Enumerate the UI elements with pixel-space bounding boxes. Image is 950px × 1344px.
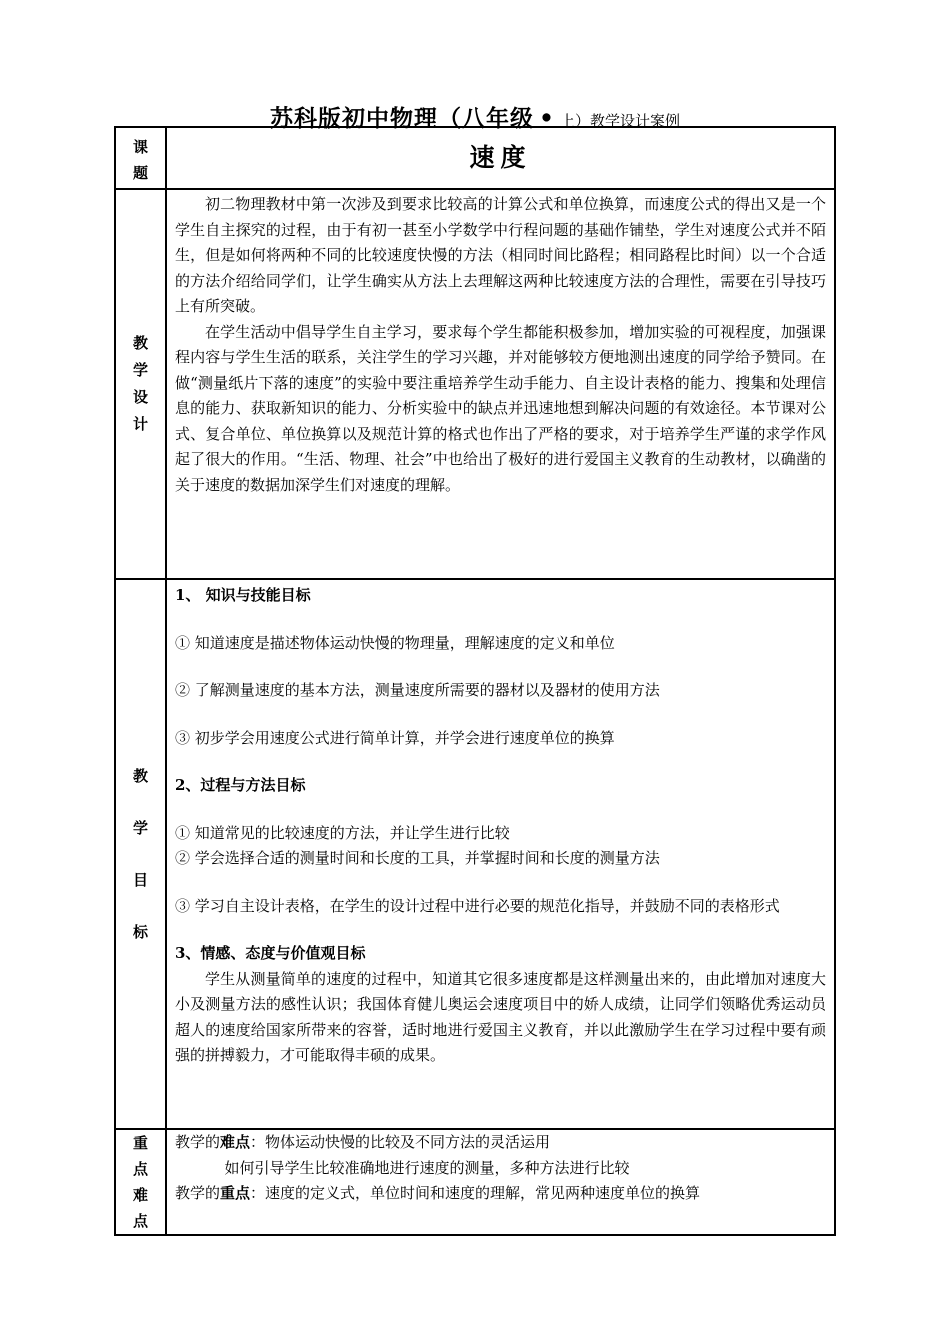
design-label-1: 教 bbox=[132, 334, 148, 352]
topic-label-cell bbox=[115, 127, 166, 189]
difficulty-prefix: 教学的 bbox=[175, 1133, 221, 1151]
difficulty-keyword: 难点 bbox=[220, 1133, 251, 1151]
key-label-1: 重 bbox=[132, 1134, 148, 1152]
goals-row bbox=[115, 579, 835, 1129]
goals-section-1-heading: 1、 知识与技能目标 bbox=[175, 586, 311, 604]
goals-section-1-item: ① 知道速度是描述物体运动快慢的物理量，理解速度的定义和单位 bbox=[175, 633, 615, 652]
topic-label-1: 课 bbox=[132, 138, 148, 156]
key-point-prefix: 教学的 bbox=[175, 1184, 221, 1202]
key-label-4: 点 bbox=[132, 1212, 148, 1230]
goals-section-2-item: ② 学会选择合适的测量时间和长度的工具，并掌握时间和长度的测量方法 bbox=[175, 849, 660, 867]
topic-value-cell bbox=[166, 127, 835, 189]
goals-label-cell bbox=[115, 579, 166, 1129]
design-label-4: 计 bbox=[132, 415, 148, 433]
key-point-line bbox=[175, 1181, 826, 1207]
title-main: 苏科版初中物理（八年级 bbox=[270, 105, 535, 132]
design-row bbox=[115, 189, 835, 579]
goals-section-1-item: ② 了解测量速度的基本方法，测量速度所需要的器材以及器材的使用方法 bbox=[175, 681, 660, 699]
goals-label-3: 目 bbox=[132, 871, 148, 889]
key-points-row bbox=[115, 1129, 835, 1235]
key-label-2: 点 bbox=[132, 1160, 148, 1178]
design-label-cell bbox=[115, 189, 166, 579]
design-label-3: 设 bbox=[132, 388, 148, 406]
goals-content-cell bbox=[166, 579, 835, 1129]
goals-section-2-item: ① 知道常见的比较速度的方法，并让学生进行比较 bbox=[175, 823, 510, 842]
difficulty-line bbox=[175, 1130, 826, 1156]
lesson-plan-table bbox=[114, 126, 836, 1236]
goals-section-1-item: ③ 初步学会用速度公式进行简单计算，并学会进行速度单位的换算 bbox=[175, 728, 615, 747]
design-content-cell bbox=[166, 189, 835, 579]
goals-section-3-heading: 3、情感、态度与价值观目标 bbox=[175, 944, 366, 962]
difficulty-text: ：物体运动快慢的比较及不同方法的灵活运用 bbox=[250, 1133, 551, 1151]
key-points-content-cell bbox=[166, 1129, 835, 1235]
goals-label-1: 教 bbox=[132, 767, 148, 785]
goals-section-2-item: ③ 学习自主设计表格，在学生的设计过程中进行必要的规范化指导，并鼓励不同的表格形式 bbox=[175, 896, 780, 915]
goals-section-3-text: 学生从测量简单的速度的过程中，知道其它很多速度都是这样测量出来的，由此增加对速度大小及测量方法的感性认识；我国体育健儿奥运会速度项目中的娇人成绩，让同学们领略优秀运动员超人的速度给国家所带来的容誉，适时地进行爱国主义教育，并以此激励学生在学习过程中要有顽强的拼搏毅力，才可能取得丰硕的成果。 bbox=[175, 969, 826, 1064]
key-points-label-cell bbox=[115, 1129, 166, 1235]
design-label-2: 学 bbox=[132, 361, 148, 379]
design-paragraph-2: 在学生活动中倡导学生自主学习，要求每个学生都能积极参加，增加实验的可视程度，加强课程内容与学生生活的联系，关注学生的学习兴趣，并对能够较方便地测出速度的同学给予赞同。在做“测量纸片下落的速度”的实验中要注重培养学生动手能力、自主设计表格的能力、搜集和处理信息的能力、获取新知识的能力、分析实验中的缺点并迅速地想到解决问题的有效途径。本节课对公式、复合单位、单位换算以及规范计算的格式也作出了严格的要求，对于培养学生严谨的求学作风起了很大的作用。“生活、物理、社会”中也给出了极好的进行爱国主义教育的生动教材，以确凿的关于速度的数据加深学生们对速度的理解。 bbox=[175, 322, 826, 494]
key-point-text: ：速度的定义式，单位时间和速度的理解，常见两种速度单位的换算 bbox=[250, 1184, 701, 1202]
difficulty-line-2: 如何引导学生比较准确地进行速度的测量，多种方法进行比较 bbox=[224, 1158, 630, 1177]
design-paragraph-1: 初二物理教材中第一次涉及到要求比较高的计算公式和单位换算，而速度公式的得出又是一个学生自主探究的过程，由于有初一甚至小学数学中行程问题的基础作铺垫，学生对速度公式并不陌生，但是如何将两种不同的比较速度快慢的方法（相同时间比路程；相同路程比时间）以一个合适的方法介绍给同学们，让学生确实从方法上去理解这两种比较速度方法的合理性，需要在引导技巧上有所突破。 bbox=[175, 195, 826, 315]
goals-section-2-heading: 2、过程与方法目标 bbox=[175, 776, 306, 794]
goals-label-2: 学 bbox=[132, 819, 148, 837]
key-point-keyword: 重点 bbox=[220, 1184, 251, 1202]
topic-label-2: 题 bbox=[132, 164, 148, 182]
goals-label-4: 标 bbox=[132, 923, 148, 941]
title-dot: • bbox=[539, 105, 555, 132]
title-small: 上）教学设计案例 bbox=[559, 112, 680, 130]
key-label-3: 难 bbox=[132, 1186, 148, 1204]
course-title: 速度 bbox=[469, 143, 532, 172]
topic-row bbox=[115, 127, 835, 189]
